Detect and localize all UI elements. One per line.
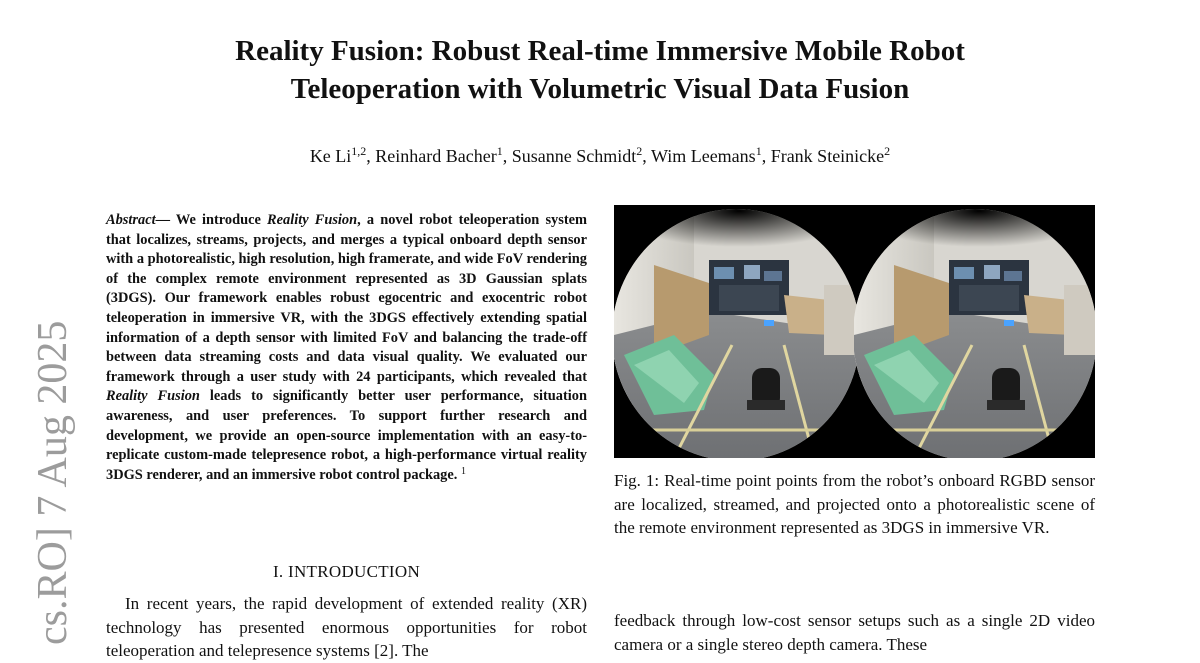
author-affiliation: 2 [884,144,891,158]
author-name: Ke Li [309,146,352,166]
section-heading: I. INTRODUCTION [272,562,421,581]
author-name: Reinhard Bacher [375,146,497,166]
abstract-text-2: , a novel robot teleoperation system that localizes, streams, projects, and merges a typical onboard depth sensor with a photorealistic, high resolution, high framerate, and wide FoV rendering of the complex remote environment represented as 3D Gaussian splats (3DGS). Our framework enables robust egocentric and exocentric robot teleoperation in immersive VR, with the 3DGS effectively extending spatial information of a depth sensor with limited FoV and balancing the trade-off between data streaming costs and data visual quality. We evaluated our framework through a user study with 24 participants, which revealed that [106,212,588,385]
author-name: Susanne Schmidt [511,146,637,166]
figure-caption: Fig. 1: Real-time point points from the robot’s onboard RGBD sensor are localized, streamed, and projected onto a photorealistic scene of the remote environment represented as 3DGS in immersive VR. [614,471,1095,537]
footnote-mark: 1 [460,465,466,477]
paper-title [150,32,1050,108]
author-affiliation: 1 [496,144,503,158]
paper-title-line-1: Reality Fusion: Robust Real-time Immersive Mobile Robot [235,35,965,67]
system-name-2: Reality Fusion [106,388,200,405]
author-affiliation: 2 [636,144,643,158]
author-name: Wim Leemans [650,146,756,166]
abstract-text-1: We introduce [175,212,268,228]
right-column-paragraph: feedback through low-cost sensor setups such as a single 2D video camera or a single stereo depth camera. These [614,611,1095,654]
abstract-label: Abstract [106,212,156,228]
intro-paragraph: In recent years, the rapid development of extended reality (XR) technology has presented enormous opportunities for robot teleoperation and telepresence systems [2]. The [106,594,587,660]
paper-title-line-2: Teleoperation with Volumetric Visual Data Fusion [290,73,910,105]
author-affiliation: 1,2 [351,144,367,158]
author-separator: , [366,146,376,166]
author-name: Frank Steinicke [770,146,885,166]
author-separator: , [502,146,512,166]
abstract [106,211,587,485]
author-list [150,143,1050,169]
vr-stereo-image [614,205,1095,458]
abstract-dash: — [155,212,176,228]
author-separator: , [761,146,771,166]
system-name-1: Reality Fusion [267,212,358,228]
author-affiliation: 1 [755,144,762,158]
abstract-text-3: leads to significantly better user performance, situation awareness, and user preferences. To support further research and development, we provide an open-source implementation with an easy-to-replicate custom-made telepresence robot, a high-performance virtual reality 3DGS renderer, and an immersive robot control package. [106,388,587,483]
figure-vr-stereo-view [614,205,1095,458]
arxiv-side-stamp: cs.RO] 7 Aug 2025 [30,320,76,645]
author-separator: , [642,146,651,166]
